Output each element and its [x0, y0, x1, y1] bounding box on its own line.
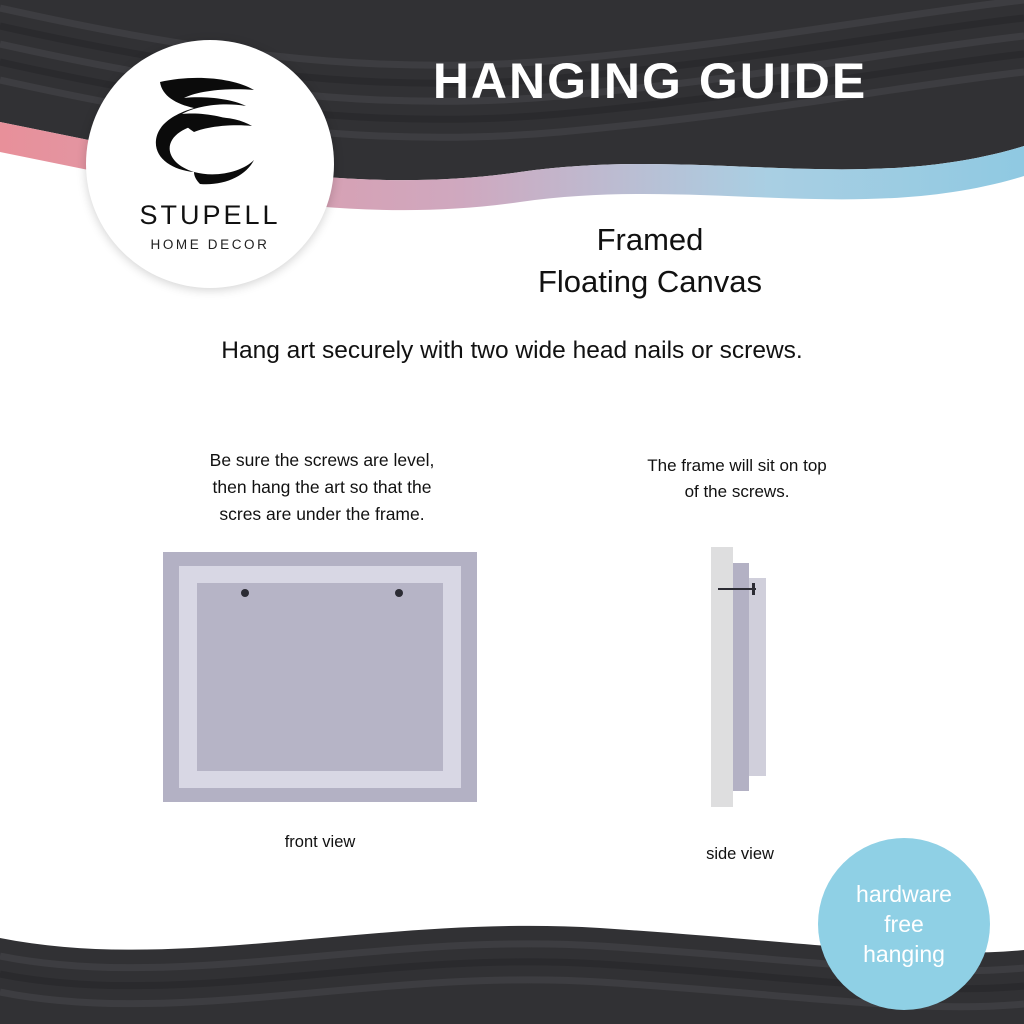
headline-instruction: Hang art securely with two wide head nails or screws.: [221, 337, 803, 364]
badge-line1: hardware: [856, 881, 952, 907]
side-view-wall: [711, 547, 733, 807]
hardware-free-badge: [818, 838, 990, 1010]
side-view-frame: [733, 563, 749, 791]
side-view-label: side view: [706, 845, 774, 863]
brand-tagline: HOME DECOR: [150, 237, 270, 252]
front-view-caption-line1: Be sure the screws are level,: [209, 450, 435, 470]
front-view-caption: [140, 447, 504, 528]
side-view-caption-line1: The frame will sit on top: [647, 456, 827, 475]
side-view-caption-line2: of the screws.: [684, 482, 790, 501]
side-view-canvas: [749, 578, 766, 776]
brand-logo-badge: [86, 40, 334, 288]
side-view-caption: [576, 453, 898, 505]
front-view-canvas: [197, 583, 443, 771]
front-view-diagram: [163, 552, 477, 802]
product-name-line1: Framed: [596, 222, 704, 257]
screw-dot-right-icon: [395, 589, 403, 597]
stupell-swoosh-logo-icon: [150, 68, 270, 188]
screw-head-icon: [752, 583, 755, 595]
badge-line2: free: [884, 911, 924, 937]
front-view-caption-line2: then hang the art so that the: [212, 477, 432, 497]
product-name-line2: Floating Canvas: [537, 264, 762, 299]
screw-dot-left-icon: [241, 589, 249, 597]
brand-name: STUPELL: [139, 200, 281, 230]
front-view-caption-line3: scres are under the frame.: [219, 504, 425, 524]
badge-line3: hanging: [863, 941, 945, 967]
screw-shaft-icon: [718, 588, 756, 590]
front-view-label: front view: [284, 833, 356, 851]
page-title: HANGING GUIDE: [432, 53, 868, 109]
